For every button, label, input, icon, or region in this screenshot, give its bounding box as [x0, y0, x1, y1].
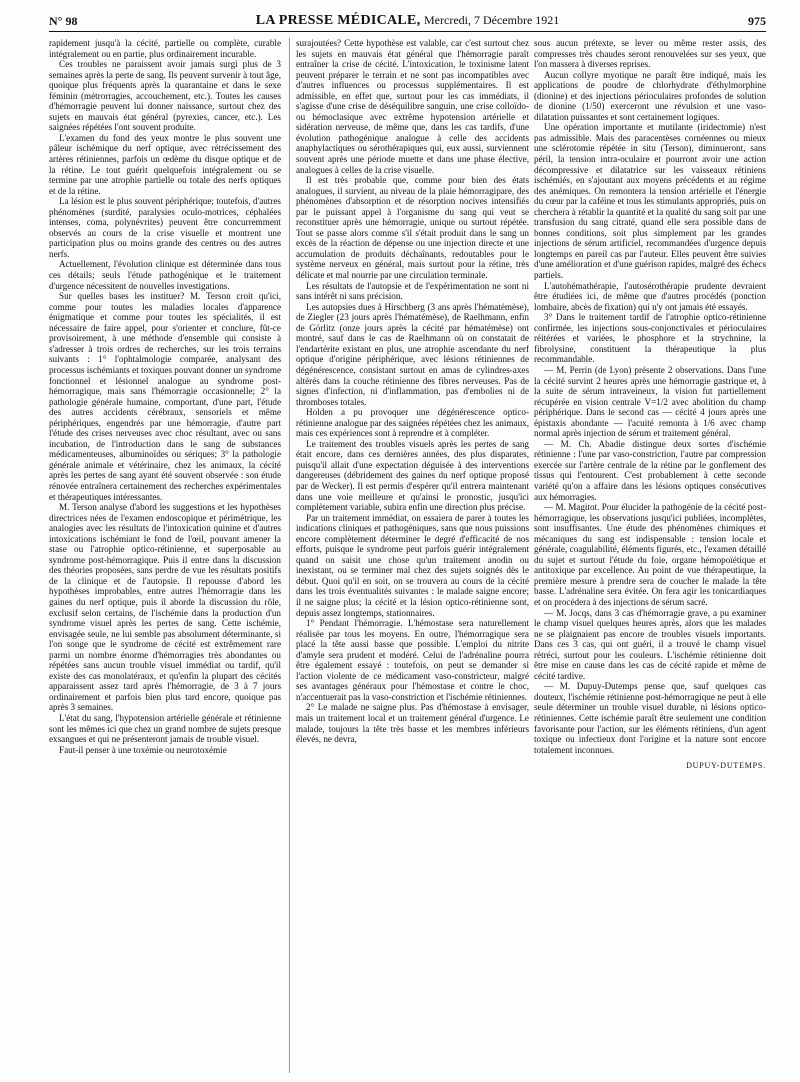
paragraph: Sur quelles bases les instituer? M. Terson croit qu'ici, comme pour toutes les maladies locales d'apparence énigmatique et comme pour toutes les spécialités, il est nécessaire de faire appel, pour s'orienter et conclure, fût-ce provisoirement, à une méthode d'ensemble qui consiste à s'adresser à trois ordres de recherches, sur les trois terrains suivants : 1° l'ophtalmologie comparée, analysant des processus ischémiants et toxiques pouvant donner un syndrome fonctionnel et lésionnel analogue au syndrome post-hémorragique, mais sans l'hémorragie occasionnelle; 2° la pathologie générale humaine, comportant, d'une part, l'étude des autres accidents cérébraux, sensoriels et même périphériques, engendrés par une hémorragie, d'autre part l'étude des crises nerveuses avec choc résultant, avec ou sans incubation, de l'introduction dans le sang de substances médicamenteuses, albuminoïdes ou sériques; 3° la pathologie générale animale et vétérinaire, chez les animaux, la cécité après les pertes de sang ayant été souvent observée : son étude rénovée entraînera certainement des recherches expérimentales et thérapeutiques intéressantes.: [49, 291, 281, 502]
paragraph: — M. Magitot. Pour élucider la pathogénie de la cécité post-hémorragique, les observations jusqu'ici publiées, incomplètes, sont insuffisantes. Une étude des phénomènes chimiques et mécaniques du sang est indispensable : tension locale et générale, coagulabilité, éléments figurés, etc., l'examen détaillé du sujet et surtout l'étude du foie, organe hémopoïétique et antitoxique par excellence. Au point de vue thérapeutique, la première mesure à prendre sera de coucher le malade la tête basse. L'adrénaline sera évitée. On fera agir les tonicardiaques et on procédera à des injections de sérum sacré.: [534, 502, 766, 607]
paragraph: Ces troubles ne paraissent avoir jamais surgi plus de 3 semaines après la perte de sang. Ils peuvent survenir à tout âge, quoique plus fréquents après la quarantaine et dans le sexe féminin (métrorragies, accouchement, etc.). Toutes les causes d'hémorragie peuvent lui donner naissance, surtout chez des sujets en mauvais état général (pyrexies, cancer, etc.). Les saignées répétées l'ont souvent produite.: [49, 59, 281, 133]
paragraph: Holden a pu provoquer une dégénérescence optico-rétinienne analogue par des saignées répétées chez les animaux, mais ces expériences sont à reprendre et à compléter.: [296, 407, 529, 439]
author-signature: DUPUY-DUTEMPS.: [686, 761, 766, 771]
paragraph: L'état du sang, l'hypotension artérielle générale et rétinienne sont les mêmes ici que chez un grand nombre de sujets presque exsangues et qui ne présenteront jamais de trouble visuel.: [49, 713, 281, 745]
paragraph: Il est très probable que, comme pour bien des états analogues, il survient, au niveau de la plaie hémorragipare, des phénomènes d'absorption et de résorption nocives intensifiés par le puissant appel à l'organisme du sang qui veut se reconstituer après une hémorragie, unique ou surtout répétée. Tout se passe alors comme s'il s'était produit dans le sang un excès de la réaction de dépense ou une injection directe et une accumulation de produits déchaînants, redoutables pour le système nerveux en général, mais surtout pour la rétine, très délicate et mal nourrie par une circulation terminale.: [296, 175, 529, 281]
issue-date: Mercredi, 7 Décembre 1921: [424, 13, 560, 27]
paragraph: Une opération importante et mutilante (iridectomie) n'est pas admissible. Mais des paracentèses cornéennes ou mieux une sclérotomie répétée in situ (Terson), diminueront, sans péril, la tension intra-oculaire et pourront avoir une action décompressive et dilatatrice sur les vaisseaux rétiniens ischémiés, en s'ajoutant aux moyens précédents et au régime des anémiques. On remontera la tension artérielle et l'énergie du cœur par la caféine et tous les stimulants appropriés, puis on cherchera à rétablir la quantité et la qualité du sang soit par une transfusion du sang citraté, quand elle sera possible dans de bonnes conditions, soit plus simplement par les grandes injections de sérum artificiel, recommandées d'urgence depuis longtemps en pareil cas par l'auteur. Elles peuvent être suivies d'une amélioration et d'une guérison rapides, malgré des échecs partiels.: [534, 122, 766, 281]
paragraph: — M. Jocqs, dans 3 cas d'hémorragie grave, a pu examiner le champ visuel quelques heures après, alors que les malades ne se plaignaient pas encore de troubles visuels importants. Dans ces 3 cas, qui ont guéri, il a trouvé le champ visuel rétréci, surtout pour les couleurs. L'ischémie rétinienne doit être mise en cause dans les cas de cécité rapide et même de cécité tardive.: [534, 607, 766, 681]
journal-title: [49, 13, 766, 29]
paragraph: L'examen du fond des yeux montre le plus souvent une pâleur ischémique du nerf optique, avec rétrécissement des artères rétiniennes, parfois un œdème du disque optique et de la rétine. Le tout guérit quelquefois intégralement ou se termine par une atrophie partielle ou totale des nerfs optiques et de la rétine.: [49, 132, 281, 196]
paragraph: 2° Le malade ne saigne plus. Pas d'hémostase à envisager, mais un traitement local et un traitement général d'urgence. Le malade, toujours la tête très basse et les membres inférieurs élevés, ne devra,: [296, 702, 529, 745]
article-body: [49, 38, 766, 1073]
paragraph: 3° Dans le traitement tardif de l'atrophie optico-rétinienne confirmée, les injections sous-conjonctivales et périoculaires réitérées et variées, le phosphore et la strychnine, la fibrolysine, constituent la thérapeutique la plus recommandable.: [534, 312, 766, 365]
paragraph: sous aucun prétexte, se lever ou même rester assis, des compresses très chaudes seront renouvelées sur ses yeux, que l'on massera à diverses reprises.: [534, 38, 766, 70]
paragraph: La lésion est le plus souvent périphérique; toutefois, d'autres phénomènes (surdité, paralysies oculo-motrices, céphalées intenses, coma, polynévrites) peuvent être concurremment observés au cours de la crise visuelle et montrent une participation plus ou moins grande des centres ou des autres nerfs.: [49, 196, 281, 259]
page-number: 975: [748, 14, 766, 28]
paragraph: Par un traitement immédiat, on essaiera de parer à toutes les indications cliniques et pathogéniques, sans que nous puissions encore complètement déterminer le degré d'efficacité de nos efforts, puisque le syndrome peut parfois guérir intégralement quand on saisit une chose qu'un traitement anodin ou inexistant, ou se terminer mal chez des sujets soignés dès le début. Quoi qu'il en soit, on se trouvera au cours de la cécité dans les trois éventualités suivantes : le malade saigne encore; il ne saigne plus; la cécité et la lésion optico-rétinienne sont, depuis assez longtemps, stationnaires.: [296, 512, 529, 618]
paragraph: Le traitement des troubles visuels après les pertes de sang était encore, dans ces dernières années, des plus disparates, puisqu'il allait d'une expectation déguisée à des interventions dangereuses (débridement des gaines du nerf optique proposé par de Wecker). Il est permis d'espérer qu'il entrera maintenant dans une voie meilleure et qu'ainsi le pronostic, jusqu'ici complètement variable, subira enfin une direction plus précise.: [296, 438, 529, 513]
paragraph: Faut-il penser à une toxémie ou neurotoxémie: [59, 744, 227, 755]
page-header: [49, 10, 766, 32]
paragraph: Actuellement, l'évolution clinique est déterminée dans tous ces détails; seuls l'étude pathogénique et le traitement d'urgence nécessitent de nouvelles investigations.: [49, 259, 281, 291]
column-1: [49, 38, 281, 1073]
paragraph: rapidement jusqu'à la cécité, partielle ou complète, curable intégralement ou en partie, plus ordinairement incurable.: [49, 38, 281, 59]
paragraph: Aucun collyre myotique ne paraît être indiqué, mais les applications de poudre de chlorhydrate d'éthylmorphine (dionine) et des injections périoculaires profondes de solution de dionine (1/50) exerceront une révulsion et une vaso-dilatation puissantes et sont certainement logiques.: [534, 69, 766, 122]
paragraph: — M. Ch. Abadie distingue deux sortes d'ischémie rétinienne : l'une par vaso-constriction, l'autre par compression exercée sur l'artère centrale de la rétine par le gonflement des tissus qui l'entourent. C'est probablement à cette seconde variété qu'on a affaire dans les lésions optiques consécutives aux hémorragies.: [534, 438, 766, 502]
issue-number: N° 98: [49, 14, 78, 28]
paragraph: M. Terson analyse d'abord les suggestions et les hypothèses directrices nées de l'examen endoscopique et périmétrique, les analogies avec les résultats de l'intoxication quinine et d'autres intoxications ischémiant le fond de l'œil, pouvant amener la stase ou l'atrophie optico-rétinienne, et superposable au syndrome post-hémorragique. Puis il entre dans la discussion des théories proposées, sans perdre de vue les résultats positifs de la clinique et de l'autopsie. Il repousse d'abord les hypothèses improbables, entre autres l'hémorragie dans les gaines du nerf optique, puis il aborde la discussion du rôle, exclusif selon certains, de l'ischémie dans la production d'un syndrome visuel après les pertes de sang. Cette ischémie, envisagée seule, ne lui semble pas absolument déterminante, si l'on songe que le syndrome de cécité est extrêmement rare parmi un nombre énorme d'hémorragies très abondantes ou répétées sans aucun trouble visuel immédiat ou tardif, qu'il existe des cas monolatéraux, et qu'enfin la plupart des cécités apparaissent assez tard après l'hémorragie, de 3 à 7 jours ordinairement et parfois bien plus tard encore, quoique pas après 3 semaines.: [49, 502, 281, 713]
paragraph: Les résultats de l'autopsie et de l'expérimentation ne sont ni sans intérêt ni sans précision.: [296, 280, 529, 302]
paragraph: 1° Pendant l'hémorragie. L'hémostase sera naturellement réalisée par tous les moyens. En outre, l'hémorragique sera placé la tête aussi basse que possible. L'emploi du nitrite d'amyle sera prudent et modéré. Celui de l'adrénaline pourra être également essayé : toutefois, on peut se demander si l'action violente de ce médicament vaso-constricteur, malgré ses avantages généraux pour l'hémostase et contre le choc, n'accentuerait pas la vaso-constriction et l'ischémie rétiniennes.: [296, 618, 529, 702]
paragraph: L'autohémathérapie, l'autosérothérapie prudente devraient être étudiées ici, de même que d'autres procédés (ponction lombaire, abcès de fixation) qui n'y ont jamais été essayés.: [534, 280, 766, 312]
paragraph: — M. Dupuy-Dutemps pense que, sauf quelques cas douteux, l'ischémie rétinienne post-hémorragique ne peut à elle seule déterminer un trouble visuel durable, ni lésions optico-rétiniennes. Cette ischémie paraît être seulement une condition favorisante pour l'action, sur les éléments rétiniens, d'un agent toxique ou infectieux dont l'origine et la nature sont encore totalement inconnues.: [534, 681, 766, 755]
paragraph: surajoutées? Cette hypothèse est valable, car c'est surtout chez les sujets en mauvais état général que l'hémorragie paraît entraîner la crise de cécité. L'intoxication, le toxinisme latent peuvent préparer le terrain et ne sont pas incompatibles avec d'autres influences ou processus supplémentaires. Il est admissible, en effet que, surtout pour les cas immédiats, il s'agisse d'une crise de déséquilibre sanguin, une crise colloïdo- ou hémoclasique avec extrême hypotension artérielle et sidération nerveuse, de même que, dans les cas tardifs, d'une évolution pathogénique analogue à celle des accidents anaphylactiques ou sérothérapiques qui, eux aussi, surviennent souvent après une période muette et dans une phase élective, analogues à celles de la crise visuelle.: [296, 38, 529, 175]
column-2: [289, 38, 529, 1073]
journal-name: LA PRESSE MÉDICALE,: [255, 13, 421, 28]
column-3: [534, 38, 766, 1073]
paragraph: Les autopsies dues à Hirschberg (3 ans après l'hématémèse), de Ziegler (23 jours après l'hématémèse), de Raelhmann, enfin de Görlitz (onze jours après la cécité par hématémèse) ont montré, sauf dans le cas de Raelhmann où on constatait de l'endartérite existant en plus, une atrophie ascendante du nerf optique d'origine périphérique, avec lésions rétiniennes de dégénérescence, consistant surtout en amas de cylindres-axes altérés dans la couche rétinienne des fibres nerveuses. Pas de signes d'infection, ni d'inflammation, pas d'embolies ni de thromboses totales.: [296, 301, 529, 407]
paragraph: — M. Perrin (de Lyon) présente 2 observations. Dans l'une la cécité survint 2 heures après une hémorragie gastrique et, à la suite de sérum intraveineux, la vision fut partiellement récupérée en vision centrale V=1/2 avec abolition du champ périphérique. Dans le second cas — cécité 4 jours après une épistaxis abondante — l'acuité remonta à 1/6 avec champ normal après injection de sérum et traitement général.: [534, 364, 766, 439]
